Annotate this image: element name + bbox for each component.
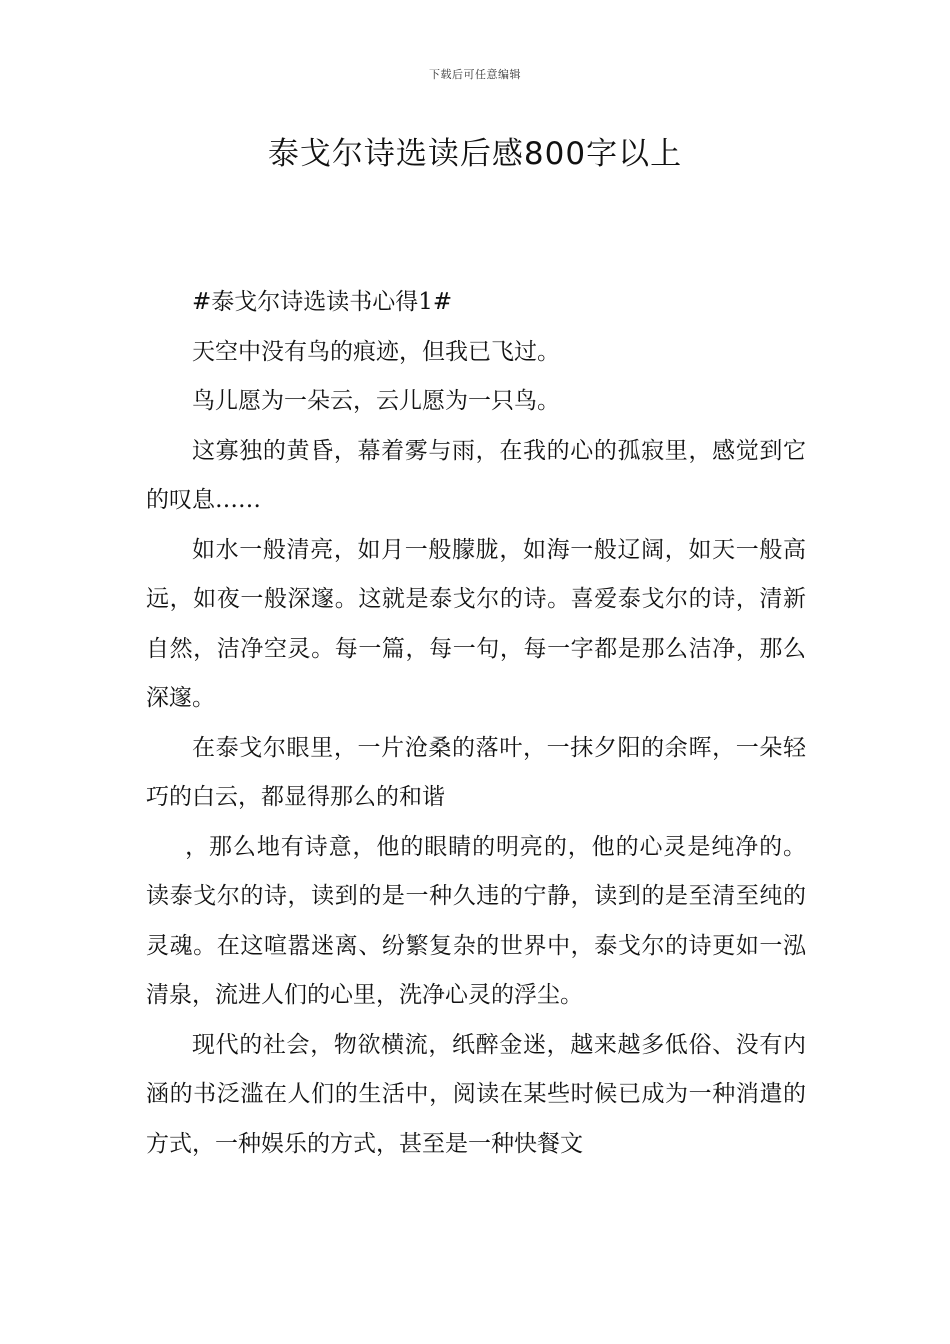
- paragraph: 天空中没有鸟的痕迹，但我已飞过。: [192, 338, 560, 365]
- paragraph: ，那么地有诗意，他的眼睛的明亮的，他的心灵是纯净的。读泰戈尔的诗，读到的是一种久违的宁静，读到的是至清至纯的灵魂。在这喧嚣迷离、纷繁复杂的世界中，泰戈尔的诗更如一泓清泉，流进人们的心里，洗净心灵的浮尘。: [146, 833, 806, 1008]
- paragraph: 在泰戈尔眼里，一片沧桑的落叶，一抹夕阳的余晖，一朵轻巧的白云，都显得那么的和谐: [146, 734, 806, 810]
- paragraph: 现代的社会，物欲横流，纸醉金迷，越来越多低俗、没有内涵的书泛滥在人们的生活中，阅读在某些时候已成为一种消遣的方式，一种娱乐的方式，甚至是一种快餐文: [146, 1031, 806, 1157]
- paragraph: 鸟儿愿为一朵云，云儿愿为一只鸟。: [192, 388, 560, 414]
- paragraph-heading: #泰戈尔诗选读书心得1#: [192, 289, 453, 315]
- header-note: 下载后可任意编辑: [429, 68, 521, 81]
- paragraph: 如水一般清亮，如月一般朦胧，如海一般辽阔，如天一般高远，如夜一般深邃。这就是泰戈尔的诗。喜爱泰戈尔的诗，清新自然，洁净空灵。每一篇，每一句，每一字都是那么洁净，那么深邃。: [146, 536, 806, 711]
- paragraph: 这寡独的黄昏，幕着雾与雨，在我的心的孤寂里，感觉到它的叹息……: [146, 437, 806, 513]
- document-body: [146, 278, 806, 1169]
- document-title: 泰戈尔诗选读后感800字以上: [267, 136, 683, 172]
